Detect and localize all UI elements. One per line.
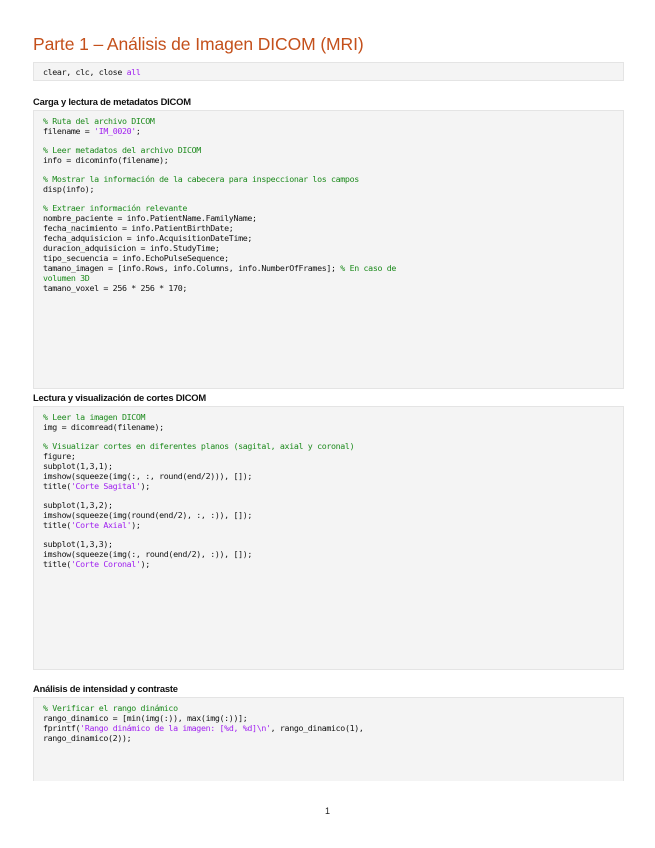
code-block-clear — [33, 62, 624, 81]
code-line — [43, 549, 623, 559]
code-line — [43, 723, 623, 733]
code-text: imshow(squeeze(img(round(end/2), :, :)), []); — [43, 510, 253, 520]
code-comment: % Leer metadatos del archivo DICOM — [43, 145, 201, 155]
code-line — [43, 145, 623, 155]
code-line — [43, 155, 623, 165]
code-text: img = dicomread(filename); — [43, 422, 164, 432]
code-comment: % En caso de — [340, 263, 397, 273]
code-line — [43, 451, 623, 461]
code-comment: % Leer la imagen DICOM — [43, 412, 146, 422]
code-line — [43, 165, 623, 174]
code-line — [43, 733, 623, 743]
code-comment: % Extraer información relevante — [43, 203, 187, 213]
code-line — [43, 67, 623, 77]
code-line — [43, 491, 623, 500]
section-heading-slices: Lectura y visualización de cortes DICOM — [33, 392, 206, 403]
code-text: rango_dinamico(2)); — [43, 733, 132, 743]
code-text: clear, clc, close — [43, 67, 127, 77]
code-text: title( — [43, 481, 71, 491]
code-line — [43, 116, 623, 126]
code-string: all — [126, 67, 141, 77]
code-line — [43, 441, 623, 451]
code-line — [43, 412, 623, 422]
code-text: , rango_dinamico(1), — [270, 723, 364, 733]
code-line — [43, 213, 623, 223]
code-text: fecha_nacimiento = info.PatientBirthDate; — [43, 223, 234, 233]
code-text: duracion_adquisicion = info.StudyTime; — [43, 243, 220, 253]
code-line — [43, 520, 623, 530]
code-line — [43, 126, 623, 136]
code-text: ); — [131, 520, 141, 530]
code-comment: volumen 3D — [43, 273, 90, 283]
code-text: tamano_imagen = [info.Rows, info.Columns, info.NumberOfFrames]; — [43, 263, 341, 273]
code-text: tamano_voxel = 256 * 256 * 170; — [43, 283, 187, 293]
code-text: figure; — [43, 451, 76, 461]
code-text: tipo_secuencia = info.EchoPulseSequence; — [43, 253, 229, 263]
code-text: ); — [140, 559, 150, 569]
code-line — [43, 481, 623, 491]
code-text: ; — [135, 126, 141, 136]
code-block-intensity — [33, 697, 624, 781]
code-comment: % Visualizar cortes en diferentes planos (sagital, axial y coronal) — [43, 441, 355, 451]
code-string: 'Corte Axial' — [70, 520, 132, 530]
code-line — [43, 184, 623, 194]
code-text: title( — [43, 520, 71, 530]
code-line — [43, 194, 623, 203]
code-line — [43, 500, 623, 510]
code-text: imshow(squeeze(img(:, round(end/2), :)), []); — [43, 549, 253, 559]
code-line — [43, 203, 623, 213]
code-string: 'Rango dinámico de la imagen: [%d, %d]\n' — [80, 723, 271, 733]
code-line — [43, 471, 623, 481]
code-line — [43, 559, 623, 569]
code-text: rango_dinamico = [min(img(:)), max(img(:))]; — [43, 713, 248, 723]
code-line — [43, 233, 623, 243]
code-comment: % Ruta del archivo DICOM — [43, 116, 155, 126]
code-comment: % Mostrar la información de la cabecera para inspeccionar los campos — [43, 174, 359, 184]
code-line — [43, 422, 623, 432]
page-title: Parte 1 – Análisis de Imagen DICOM (MRI) — [33, 34, 364, 54]
code-string: 'IM_0020' — [94, 126, 136, 136]
code-line — [43, 461, 623, 471]
code-text: fprintf( — [43, 723, 81, 733]
code-string: 'Corte Coronal' — [70, 559, 141, 569]
code-text: imshow(squeeze(img(:, :, round(end/2))), []); — [43, 471, 253, 481]
code-text: subplot(1,3,1); — [43, 461, 113, 471]
code-text: subplot(1,3,2); — [43, 500, 113, 510]
code-text: nombre_paciente = info.PatientName.FamilyName; — [43, 213, 257, 223]
page-number: 1 — [324, 806, 330, 816]
code-line — [43, 253, 623, 263]
code-text: filename = — [43, 126, 95, 136]
section-heading-intensity: Análisis de intensidad y contraste — [33, 683, 178, 694]
code-line — [43, 273, 623, 283]
code-line — [43, 530, 623, 539]
code-line — [43, 703, 623, 713]
code-line — [43, 136, 623, 145]
code-text: ); — [140, 481, 150, 491]
code-string: 'Corte Sagital' — [70, 481, 141, 491]
code-text: title( — [43, 559, 71, 569]
code-text: fecha_adquisicion = info.AcquisitionDateTime; — [43, 233, 253, 243]
code-comment: % Verificar el rango dinámico — [43, 703, 178, 713]
code-line — [43, 510, 623, 520]
code-text: info = dicominfo(filename); — [43, 155, 169, 165]
code-line — [43, 283, 623, 293]
code-text: disp(info); — [43, 184, 95, 194]
code-block-metadata — [33, 110, 624, 389]
code-line — [43, 243, 623, 253]
code-line — [43, 713, 623, 723]
code-line — [43, 263, 623, 273]
code-line — [43, 174, 623, 184]
code-block-slices — [33, 406, 624, 670]
code-line — [43, 539, 623, 549]
code-text: subplot(1,3,3); — [43, 539, 113, 549]
code-line — [43, 223, 623, 233]
code-line — [43, 432, 623, 441]
section-heading-metadata: Carga y lectura de metadatos DICOM — [33, 96, 191, 107]
